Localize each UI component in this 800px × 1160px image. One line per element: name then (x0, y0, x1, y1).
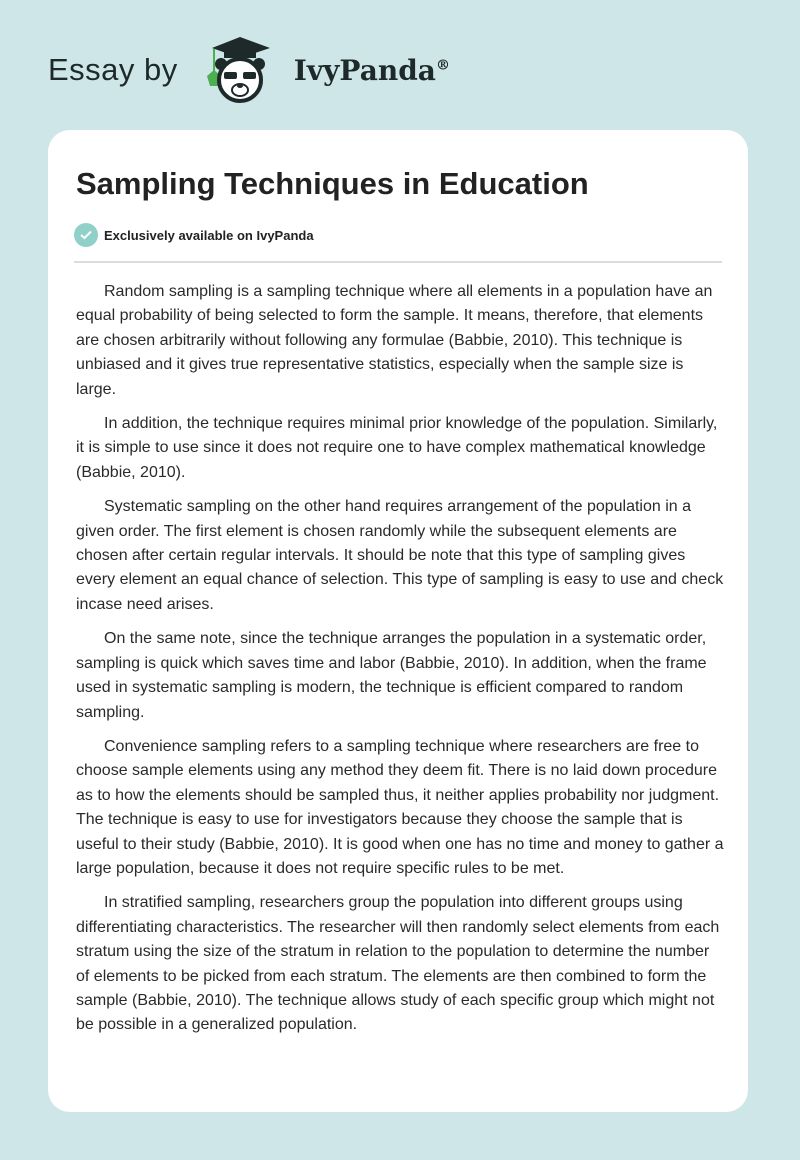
essay-card (48, 130, 748, 1112)
essay-body (76, 280, 726, 1048)
ivypanda-logo-icon (194, 34, 286, 106)
paragraph: Convenience sampling refers to a sampling technique where researchers are free to choose sample elements using any method they deem fit. There is no laid down procedure as to how the elements should be sampled thus, it neither applies probability nor judgment. The technique is easy to use for investigators because they choose the sample that is useful to their study (Babbie, 2010). It is good when one has no time and money to gather a large population, because it does not require specific rules to be met. (76, 737, 724, 877)
exclusive-badge (74, 223, 314, 247)
paragraph: On the same note, since the technique arranges the population in a systematic order, sampling is quick which saves time and labor (Babbie, 2010). In addition, when the frame used in systematic sampling is modern, the technique is efficient compared to random sampling. (76, 630, 707, 721)
paragraph: Systematic sampling on the other hand requires arrangement of the population in a given order. The first element is chosen randomly while the subsequent elements are chosen after certain regular intervals. It should be note that this type of sampling gives every element an equal chance of selection. This type of sampling is easy to use and check incase need arises. (76, 498, 724, 613)
paragraph: Random sampling is a sampling technique where all elements in a population have an equal probability of being selected to form the sample. It means, therefore, that elements are chosen arbitrarily without following any formulae (Babbie, 2010). This technique is unbiased and it gives true representative statistics, especially when the sample size is large. (76, 283, 713, 398)
paragraph: In addition, the technique requires minimal prior knowledge of the population. Similarly, it is simple to use since it does not require one to have complex mathematical knowledge (Babbie, 2010). (76, 415, 718, 481)
brand-name-text: IvyPanda (293, 53, 436, 87)
brand-name (294, 54, 450, 87)
essay-by-label: Essay by (48, 52, 178, 87)
divider (74, 261, 722, 263)
brand-header (48, 30, 450, 110)
page-title: Sampling Techniques in Education (76, 166, 589, 201)
paragraph: In stratified sampling, researchers group the population into different groups using differentiating characteristics. The researcher will then randomly select elements from each stratum using the size of the stratum in relation to the population to determine the number of elements to be picked from each stratum. The elements are then combined to form the sample (Babbie, 2010). The technique allows study of each specific group which might not be possible in a generalized population. (76, 894, 720, 1034)
check-icon (74, 223, 98, 247)
registered-mark: ® (435, 57, 450, 74)
badge-label: Exclusively available on IvyPanda (104, 227, 314, 243)
